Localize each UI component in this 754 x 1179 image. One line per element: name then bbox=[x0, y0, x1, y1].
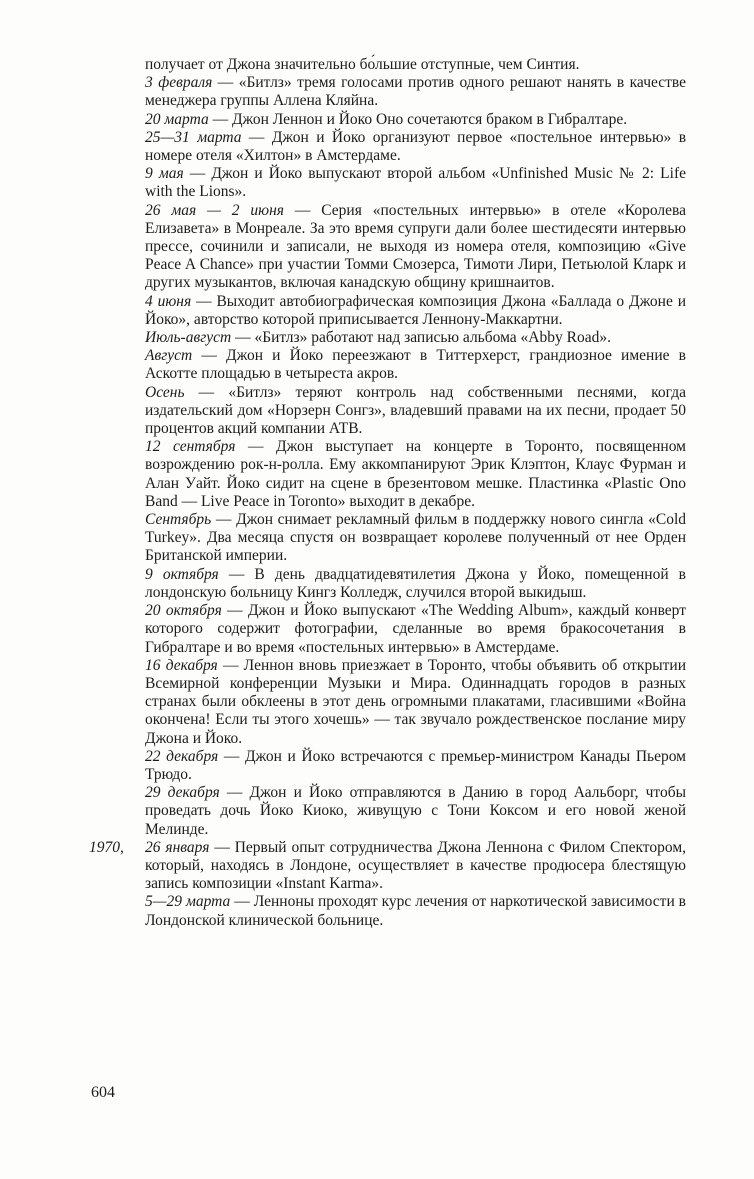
entry-date: 9 мая bbox=[145, 165, 184, 183]
entry-date: 22 декабря bbox=[145, 747, 219, 765]
entry-text: «Битлз» тремя голосами против одного решают нанять в качестве менеджера группы Аллена Кляйна. bbox=[145, 74, 687, 110]
entry-date: 26 мая — 2 июня bbox=[145, 201, 284, 219]
entry-text: Ленноны проходят курс лечения от наркотической зависимости в Лондонской клинической больнице. bbox=[145, 893, 687, 929]
chronology-entry: 9 мая — Джон и Йоко выпускают второй альбом «Unfinished Music № 2: Life with the Lions». bbox=[145, 165, 686, 201]
entry-date: Сентябрь bbox=[145, 511, 212, 529]
chronology-entry: Осень — «Битлз» теряют контроль над собственными песнями, когда издательский дом «Норзерн Сонгз», владевший правами на их песни, продает 50 процентов акций компании АТВ. bbox=[145, 383, 687, 438]
entry-date: 9 октября bbox=[145, 565, 219, 583]
entry-text: Джон и Йоко выпускают второй альбом «Unfinished Music № 2: Life with the Lions». bbox=[145, 165, 686, 201]
entry-text: Джон и Йоко отправляются в Данию в город Аальборг, чтобы проведать дочь Йоко Киоко, живущую с Тони Коксом и его новой женой Мелинде. bbox=[145, 784, 686, 838]
entry-text: Джон выступает на концерте в Торонто, посвященном возрождению рок-н-ролла. Ему аккомпанируют Эрик Клэптон, Клаус Фурман и Алан Уайт. Йоко сидит на сцене в брезентовом мешке. Пластинка «Plastic Ono Band — Live Peace in Toronto» выходит в декабре. bbox=[145, 438, 686, 510]
entry-text: Джон и Йоко встречаются с премьер-министром Канады Пьером Трюдо. bbox=[145, 747, 686, 783]
entry-text: «Битлз» работают над записью альбома «Abby Road». bbox=[254, 329, 611, 347]
chronology-entry: 5—29 марта — Ленноны проходят курс лечения от наркотической зависимости в Лондонской клинической больнице. bbox=[145, 893, 687, 929]
entry-date: 20 марта bbox=[145, 110, 209, 128]
entry-text: Джон и Йоко выпускают «The Wedding Album», каждый конверт которого содержит фотографии, сделанные во время бракосочетания в Гибралтаре и во время «постельных интервью» в Амстердаме. bbox=[145, 602, 687, 656]
entry-text: получает от Джона значительно бо́льшие отступные, чем Синтия. bbox=[145, 56, 580, 73]
chronology-entry: 4 июня — Выходит автобиографическая композиция Джона «Баллада о Джоне и Йоко», авторство которой приписывается Леннону-Маккартни. bbox=[145, 292, 687, 328]
chronology-entries bbox=[89, 56, 687, 930]
year-margin-label: 1970, bbox=[89, 838, 124, 856]
entry-date: 20 октября bbox=[145, 602, 222, 620]
entry-text: В день двадцатидевятилетия Джона у Йоко, помещенной в лондонскую больницу Кингз Колледж, случился второй выкидыш. bbox=[145, 565, 687, 601]
entry-date: 3 февраля bbox=[145, 74, 213, 92]
entry-text: Выходит автобиографическая композиция Джона «Баллада о Джоне и Йоко», авторство которой приписывается Леннону-Маккартни. bbox=[145, 292, 687, 328]
entry-date: 4 июня bbox=[145, 292, 192, 310]
entry-text: «Битлз» теряют контроль над собственными песнями, когда издательский дом «Норзерн Сонгз», владевший правами на их песни, продает 50 процентов акций компании АТВ. bbox=[145, 383, 687, 438]
entry-date: 26 января bbox=[145, 838, 210, 856]
entry-date: 5—29 марта bbox=[145, 893, 231, 911]
chronology-entry: Сентябрь — Джон снимает рекламный фильм в поддержку нового сингла «Cold Turkey». Два месяца спустя он возвращает королеве полученный от нее Орден Британской империи. bbox=[145, 511, 687, 565]
chronology-entry: 16 декабря — Леннон вновь приезжает в Торонто, чтобы объявить об открытии Всемирной конференции Музыки и Мира. Одиннадцать городов в разных странах были обклеены в этот день огромными плакатами, гласившими «Война окончена! Если ты этого хочешь» — так звучало рождественское послание миру Джона и Йоко. bbox=[145, 656, 686, 747]
entry-text: Первый опыт сотрудничества Джона Леннона с Филом Спектором, который, находясь в Лондоне, осуществляет в качестве продюсера блестящую запись композиции «Instant Karma». bbox=[145, 838, 686, 893]
entry-date: 29 декабря bbox=[145, 784, 220, 802]
entry-text: Леннон вновь приезжает в Торонто, чтобы объявить об открытии Всемирной конференции Музыки и Мира. Одиннадцать городов в разных странах были обклеены в этот день огромными плакатами, гласившими «Война окончена! Если ты этого хочешь» — так звучало рождественское послание миру Джона и Йоко. bbox=[145, 656, 686, 747]
entry-text: Джон Леннон и Йоко Оно сочетаются браком в Гибралтаре. bbox=[231, 110, 628, 128]
chronology-entry: 26 мая — 2 июня — Серия «постельных интервью» в отеле «Королева Елизавета» в Монреале. За это время супруги дали более шестидесяти интервью прессе, сочинили и записали, не выходя из номера отеля, композицию «Give Peace A Chance» при участии Томми Смозерса, Тимоти Лири, Петьюлой Кларк и других музыкантов, включая канадскую общину кришнаитов. bbox=[145, 201, 687, 292]
entry-date: Август bbox=[145, 347, 193, 365]
entry-text: Серия «постельных интервью» в отеле «Королева Елизавета» в Монреале. За это время супруги дали более шестидесяти интервью прессе, сочинили и записали, не выходя из номера отеля, композицию «Give Peace A Chance» при участии Томми Смозерса, Тимоти Лири, Петьюлой Кларк и других музыкантов, включая канадскую общину кришнаитов. bbox=[145, 201, 687, 292]
chronology-entry: Июль-август — «Битлз» работают над записью альбома «Abby Road». bbox=[145, 329, 611, 347]
chronology-entry: 12 сентября — Джон выступает на концерте в Торонто, посвященном возрождению рок-н-ролла. Ему аккомпанируют Эрик Клэптон, Клаус Фурман и Алан Уайт. Йоко сидит на сцене в брезентовом мешке. Пластинка «Plastic Ono Band — Live Peace in Toronto» выходит в декабре. bbox=[145, 438, 686, 510]
entry-date: 25—31 марта bbox=[145, 128, 242, 146]
entry-date: 12 сентября bbox=[145, 438, 236, 456]
chronology-entry: 20 марта — Джон Леннон и Йоко Оно сочетаются браком в Гибралтаре. bbox=[145, 110, 628, 128]
page-number: 604 bbox=[91, 1084, 115, 1101]
entry-text: Джон и Йоко переезжают в Титтерхерст, грандиозное имение в Аскотте площадью в четыреста акров. bbox=[145, 347, 686, 383]
entry-text: Джон снимает рекламный фильм в поддержку нового сингла «Cold Turkey». Два месяца спустя он возвращает королеве полученный от нее Орден Британской империи. bbox=[145, 511, 687, 565]
entry-date: Осень bbox=[145, 383, 185, 401]
chronology-entry bbox=[145, 56, 686, 74]
chronology-entry: 3 февраля — «Битлз» тремя голосами против одного решают нанять в качестве менеджера группы Аллена Кляйна. bbox=[145, 74, 687, 110]
chronology-entry: 29 декабря — Джон и Йоко отправляются в Данию в город Аальборг, чтобы проведать дочь Йоко Киоко, живущую с Тони Коксом и его новой женой Мелинде. bbox=[145, 784, 686, 838]
entry-text: Джон и Йоко организуют первое «постельное интервью» в номере отеля «Хилтон» в Амстердаме. bbox=[145, 128, 687, 165]
chronology-entry: 25—31 марта — Джон и Йоко организуют первое «постельное интервью» в номере отеля «Хилтон» в Амстердаме. bbox=[145, 128, 687, 165]
chronology-entry: 1970, 26 января — Первый опыт сотрудничества Джона Леннона с Филом Спектором, который, находясь в Лондоне, осуществляет в качестве продюсера блестящую запись композиции «Instant Karma». bbox=[89, 838, 686, 893]
chronology-entry: Август — Джон и Йоко переезжают в Титтерхерст, грандиозное имение в Аскотте площадью в четыреста акров. bbox=[145, 347, 686, 383]
entry-date: Июль-август bbox=[145, 329, 232, 347]
chronology-entry: 22 декабря — Джон и Йоко встречаются с премьер-министром Канады Пьером Трюдо. bbox=[145, 747, 686, 783]
entry-date: 16 декабря bbox=[145, 656, 218, 674]
chronology-entry: 9 октября — В день двадцатидевятилетия Джона у Йоко, помещенной в лондонскую больницу Кингз Колледж, случился второй выкидыш. bbox=[145, 565, 687, 601]
chronology-entry: 20 октября — Джон и Йоко выпускают «The Wedding Album», каждый конверт которого содержит фотографии, сделанные во время бракосочетания в Гибралтаре и во время «постельных интервью» в Амстердаме. bbox=[145, 602, 687, 656]
